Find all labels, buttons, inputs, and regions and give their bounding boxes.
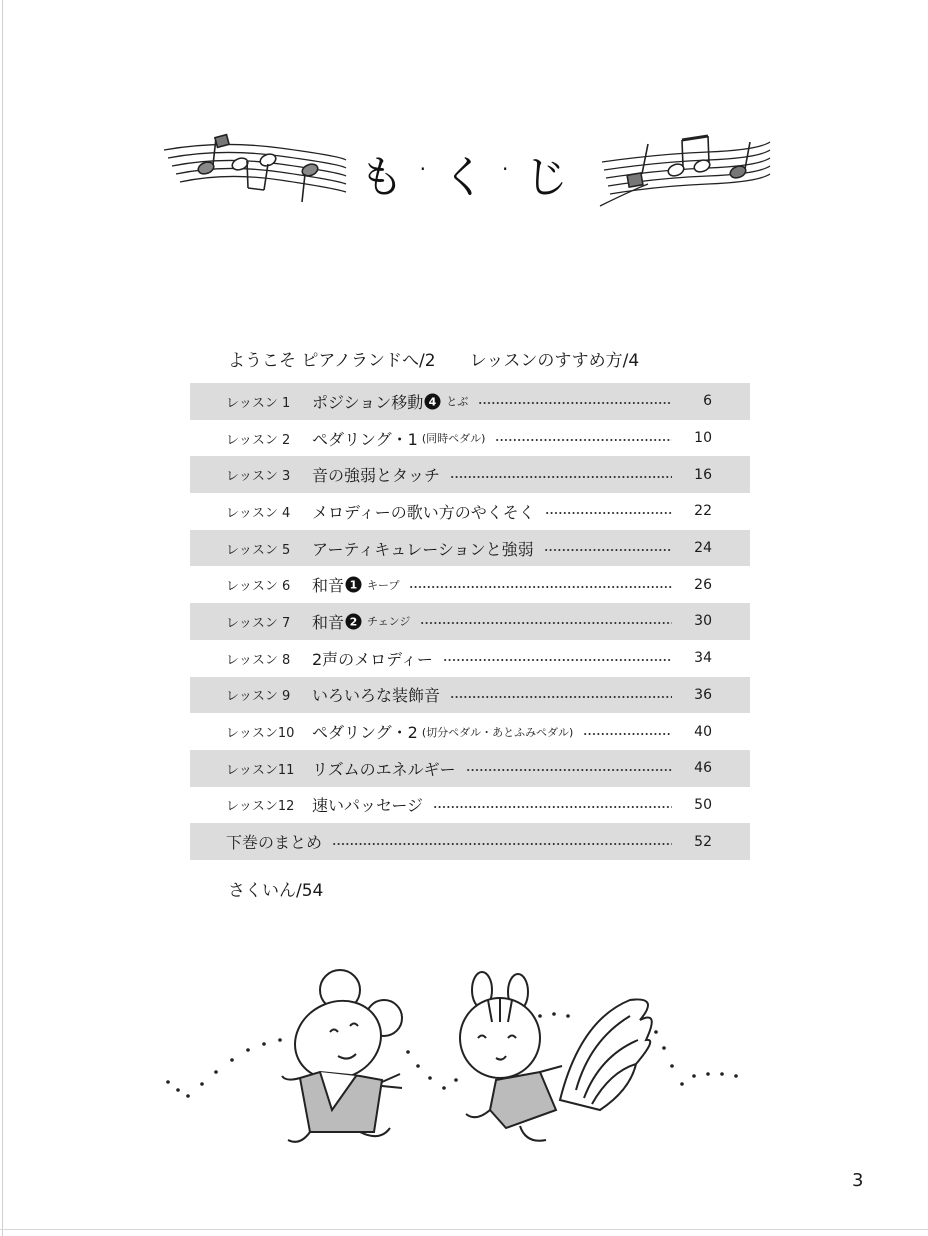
toc-subtitle: とぶ — [446, 395, 469, 409]
intro-welcome-link[interactable]: ようこそ ピアノランドへ/2 — [228, 351, 436, 371]
music-staff-left-icon — [160, 130, 350, 210]
toc-row[interactable] — [190, 530, 750, 567]
toc-leader-dots — [420, 622, 672, 624]
toc-subtitle: (切分ペダル・あとふみペダル) — [421, 725, 574, 739]
toc-title: いろいろな装飾音 — [312, 686, 441, 706]
bottom-rule — [0, 1229, 928, 1230]
toc-lesson-label: レッスン10 — [226, 726, 295, 742]
toc-leader-dots — [495, 439, 672, 441]
title-separator-1: · — [419, 157, 428, 181]
toc-row[interactable] — [190, 640, 750, 677]
toc-page-number: 36 — [694, 686, 712, 703]
toc-lesson-label: レッスン12 — [226, 799, 295, 815]
toc-page-number: 52 — [694, 833, 712, 850]
toc-row[interactable] — [190, 787, 750, 824]
toc-leader-dots — [583, 733, 672, 735]
toc-title: リズムのエネルギー — [312, 759, 456, 779]
toc-title: 和音 — [312, 612, 345, 632]
index-link[interactable]: さくいん/54 — [228, 881, 324, 901]
music-staff-right-icon — [598, 130, 773, 210]
toc-lesson-label: レッスン 3 — [226, 469, 291, 485]
toc-page-number: 46 — [694, 760, 712, 777]
intro-howto-link[interactable]: レッスンのすすめ方/4 — [469, 351, 640, 371]
table-of-contents — [190, 383, 750, 860]
toc-title: ペダリング・1 — [312, 429, 418, 449]
toc-lesson-label: レッスン 6 — [226, 579, 291, 595]
intro-line — [228, 346, 728, 374]
toc-leader-dots — [545, 512, 672, 514]
toc-lesson-label: レッスン 5 — [226, 542, 291, 558]
toc-row[interactable] — [190, 750, 750, 787]
title-char-3: じ — [524, 152, 571, 203]
toc-lesson-label: レッスン11 — [226, 762, 295, 778]
toc-page-number: 26 — [694, 576, 712, 593]
toc-title: ポジション移動 — [312, 392, 424, 412]
toc-leader-dots — [409, 586, 672, 588]
toc-leader-dots — [466, 769, 672, 771]
toc-title: メロディーの歌い方のやくそく — [312, 502, 535, 522]
toc-page-number: 22 — [694, 503, 712, 520]
circled-number-icon — [424, 393, 441, 410]
toc-row[interactable] — [190, 420, 750, 457]
page-number: 3 — [852, 1170, 864, 1191]
toc-title: アーティキュレーションと強弱 — [312, 539, 534, 559]
toc-page-number: 16 — [694, 466, 712, 483]
title-char-1: も — [359, 152, 406, 203]
circled-number-text: 1 — [349, 578, 358, 592]
toc-lesson-label: レッスン 7 — [226, 615, 291, 631]
title-char-2: く — [442, 152, 488, 203]
toc-subtitle: キープ — [367, 578, 400, 592]
toc-lesson-label: レッスン 8 — [226, 652, 291, 668]
toc-row[interactable] — [190, 456, 750, 493]
toc-page-number: 34 — [694, 650, 712, 667]
title-separator-2: · — [502, 157, 511, 181]
toc-leader-dots — [544, 549, 672, 551]
toc-leader-dots — [450, 476, 672, 478]
toc-lesson-label: レッスン 9 — [226, 689, 291, 705]
circled-number-text: 2 — [349, 615, 358, 629]
toc-leader-dots — [443, 659, 672, 661]
toc-page-number: 40 — [694, 723, 712, 740]
toc-lesson-label: レッスン 1 — [226, 395, 291, 411]
toc-leader-dots — [332, 843, 672, 845]
circled-number-icon — [345, 613, 362, 630]
circled-number-text: 4 — [428, 395, 437, 409]
toc-leader-dots — [478, 402, 672, 404]
toc-subtitle: チェンジ — [367, 615, 411, 629]
toc-page-number: 6 — [703, 393, 712, 410]
toc-lesson-label: レッスン 4 — [226, 505, 291, 521]
toc-title: 和音 — [312, 576, 345, 596]
toc-row[interactable] — [190, 823, 750, 860]
page-title — [360, 138, 570, 208]
toc-row[interactable] — [190, 603, 750, 640]
toc-title: 音の強弱とタッチ — [312, 466, 441, 486]
toc-title: ペダリング・2 — [312, 723, 418, 743]
toc-page-number: 24 — [694, 540, 712, 557]
title-banner — [0, 130, 928, 220]
toc-title: 速いパッセージ — [312, 796, 424, 816]
toc-title: 2声のメロディー — [312, 649, 433, 669]
toc-row[interactable] — [190, 713, 750, 750]
toc-lesson-label: 下巻のまとめ — [226, 833, 323, 853]
toc-row[interactable] — [190, 566, 750, 603]
toc-page-number: 50 — [694, 796, 712, 813]
toc-row[interactable] — [190, 493, 750, 530]
mouse-character-icon — [282, 970, 402, 1142]
circled-number-icon — [345, 576, 362, 593]
toc-page-number: 10 — [694, 430, 712, 447]
toc-row[interactable] — [190, 383, 750, 420]
squirrel-character-icon — [460, 972, 652, 1141]
toc-page-number: 30 — [694, 613, 712, 630]
toc-subtitle: (同時ペダル) — [421, 432, 486, 446]
mouse-and-squirrel-illustration — [160, 960, 760, 1150]
toc-leader-dots — [450, 696, 672, 698]
toc-leader-dots — [433, 806, 672, 808]
toc-row[interactable] — [190, 677, 750, 714]
toc-lesson-label: レッスン 2 — [226, 432, 291, 448]
